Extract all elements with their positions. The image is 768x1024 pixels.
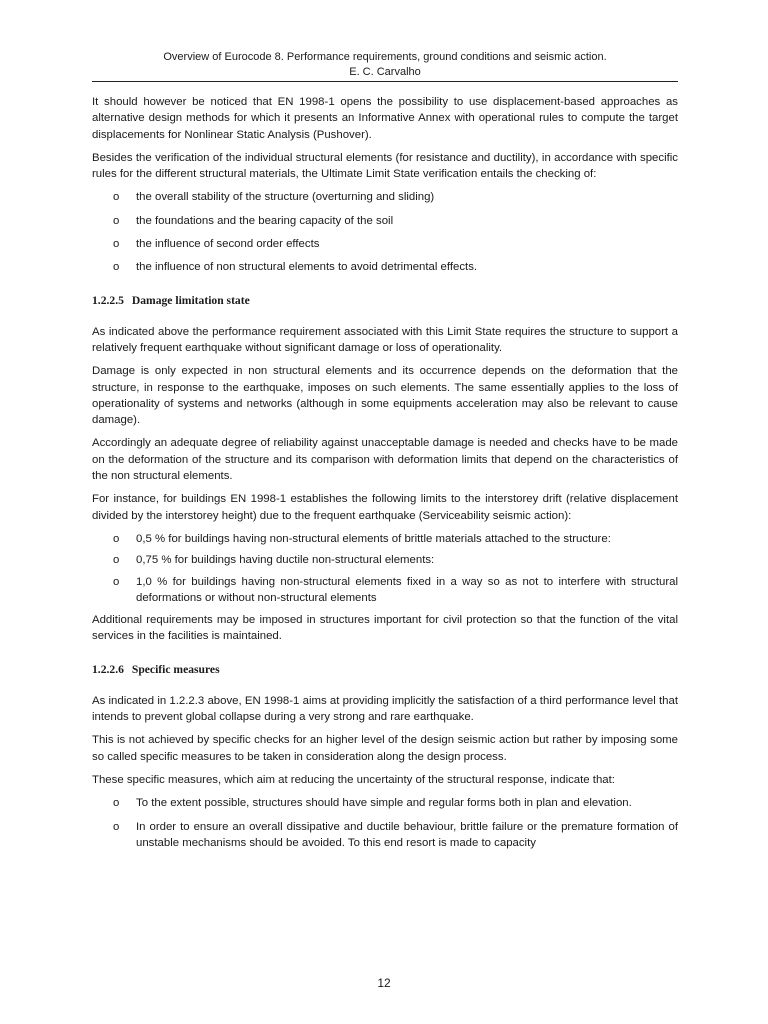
- header-title: Overview of Eurocode 8. Performance requirements, ground conditions and seismic action.: [163, 51, 607, 63]
- bullet-marker: o: [113, 820, 120, 833]
- paragraph: Damage is only expected in non structural elements and its occurrence depends on the deformation that the structure, in response to the earthquake, imposes on such elements. The same essentially applies to the loss of operationality of systems and networks (although in some equipments acceleration may also be relevant to cause damage).: [92, 365, 678, 427]
- bullet-marker: o: [113, 554, 120, 567]
- bullet-marker: o: [113, 532, 120, 545]
- paragraph: For instance, for buildings EN 1998-1 establishes the following limits to the interstorey drift (relative displacement divided by the interstorey height) due to the frequent earthquake (Serviceability seismic action):: [92, 493, 678, 522]
- section-title: Specific measures: [131, 662, 220, 676]
- list-item-text: 0,5 % for buildings having non-structural elements of brittle materials attached to the structure:: [136, 532, 611, 545]
- bullet-marker: o: [113, 238, 120, 251]
- paragraph: Besides the verification of the individual structural elements (for resistance and ductility), in accordance with specific rules for the different structural materials, the Ultimate Limit State verification entails the checking of:: [92, 151, 678, 181]
- paragraph: It should however be noticed that EN 1998-1 opens the possibility to use displacement-based approaches as alternative design methods for which it presents an Informative Annex with operational rules to compute the target displacements for Nonlinear Static Analysis (Pushover).: [92, 96, 678, 141]
- list-item: [92, 259, 678, 275]
- list-item-text: 1,0 % for buildings having non-structural elements fixed in a way so as not to interfere with structural deformations or without non-structural elements: [136, 575, 678, 604]
- paragraph: This is not achieved by specific checks for an higher level of the design seismic action but rather by imposing some so called specific measures to be taken in consideration along the design process.: [92, 734, 678, 763]
- list-item: [92, 819, 678, 852]
- bullet-marker: o: [113, 797, 120, 810]
- list-item-text: the influence of second order effects: [136, 238, 320, 251]
- list-item: [92, 236, 678, 252]
- list-item-text: the overall stability of the structure (overturning and sliding): [136, 191, 435, 204]
- bullet-list: [92, 795, 678, 851]
- list-item-text: 0,75 % for buildings having ductile non-structural elements:: [136, 554, 435, 567]
- header-author: E. C. Carvalho: [349, 66, 421, 78]
- section-title: Damage limitation state: [131, 293, 250, 307]
- running-header: [92, 50, 678, 80]
- bullet-list: [92, 189, 678, 275]
- list-item-text: the influence of non structural elements to avoid detrimental effects.: [136, 261, 478, 274]
- paragraph: Additional requirements may be imposed in structures important for civil protection so that the function of the vital services in the facilities is maintained.: [92, 614, 678, 643]
- list-item: [92, 795, 678, 811]
- page-number: 12: [377, 976, 391, 990]
- section-number: 1.2.2.6: [92, 662, 124, 676]
- list-item: [92, 213, 678, 229]
- bullet-marker: o: [113, 214, 120, 227]
- paragraph: Accordingly an adequate degree of reliability against unacceptable damage is needed and checks have to be made on the deformation of the structure and its comparison with deformation limits that depend on the characteristics of the non structural elements.: [92, 437, 678, 483]
- list-item: [92, 531, 678, 547]
- paragraph: These specific measures, which aim at reducing the uncertainty of the structural response, indicate that:: [92, 773, 615, 786]
- paragraph: As indicated in 1.2.2.3 above, EN 1998-1 aims at providing implicitly the satisfaction of a third performance level that intends to prevent global collapse during a very strong and rare earthquake.: [92, 694, 678, 724]
- section-number: 1.2.2.5: [92, 293, 124, 307]
- bullet-list: [92, 531, 678, 606]
- list-item: [92, 189, 678, 205]
- section-heading: [92, 293, 678, 309]
- section-heading: [92, 662, 678, 678]
- header-rule: [92, 81, 678, 82]
- list-item: [92, 574, 678, 607]
- list-item-text: To the extent possible, structures should have simple and regular forms both in plan and elevation.: [136, 797, 632, 810]
- bullet-marker: o: [113, 575, 120, 588]
- bullet-marker: o: [113, 191, 120, 204]
- list-item: [92, 552, 678, 568]
- page-body: [92, 94, 678, 858]
- list-item-text: the foundations and the bearing capacity of the soil: [136, 214, 394, 227]
- paragraph: As indicated above the performance requirement associated with this Limit State requires the structure to support a relatively frequent earthquake without significant damage or loss of operationality.: [92, 325, 678, 354]
- bullet-marker: o: [113, 261, 120, 274]
- list-item-text: In order to ensure an overall dissipative and ductile behaviour, brittle failure or the premature formation of unstable mechanisms should be avoided. To this end resort is made to capacity: [136, 820, 678, 849]
